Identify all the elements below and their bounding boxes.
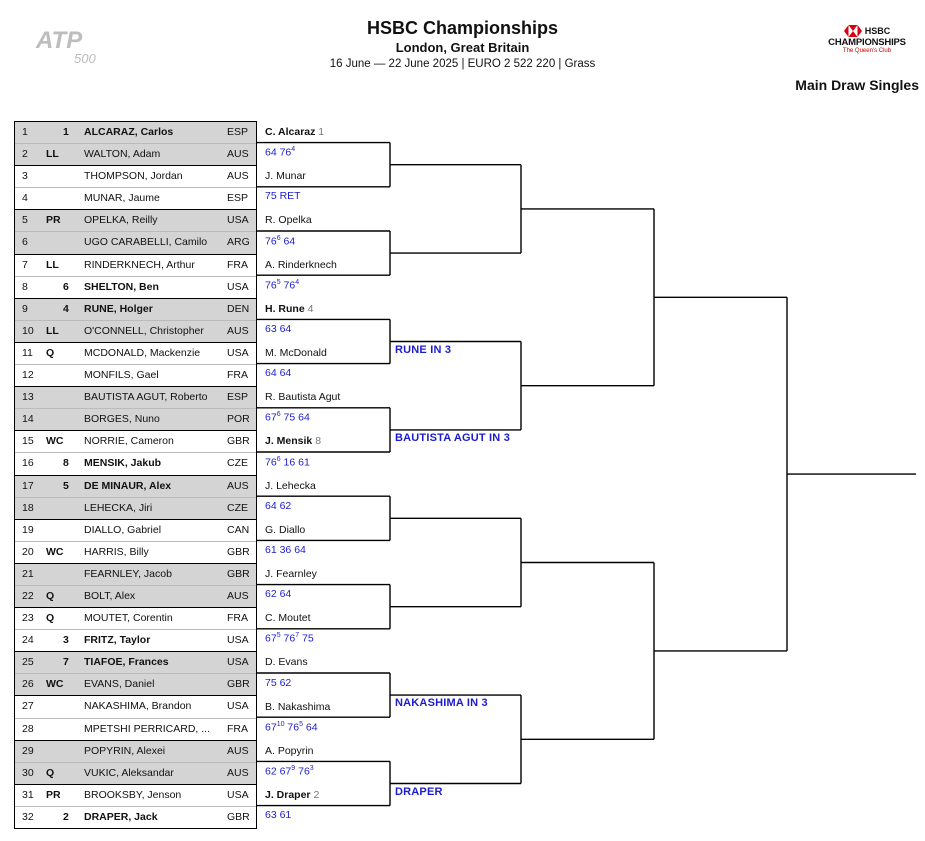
round1-winner-name: M. McDonald bbox=[265, 347, 327, 359]
player-name: NORRIE, Cameron bbox=[84, 435, 174, 448]
queens-club-text: The Queen's Club bbox=[842, 48, 892, 54]
player-name: THOMPSON, Jordan bbox=[84, 170, 183, 183]
entry-type: Q bbox=[46, 346, 55, 359]
tournament-location: London, Great Britain bbox=[395, 40, 530, 55]
round1-winner-seed: 1 bbox=[315, 126, 325, 138]
round1-winner-name: R. Opelka bbox=[265, 214, 312, 227]
player-country: USA bbox=[227, 634, 249, 647]
round1-score: 64 62 bbox=[265, 499, 292, 512]
round1-winner-name: D. Evans bbox=[265, 656, 308, 669]
draw-position: 20 bbox=[22, 545, 34, 558]
entry-type: WC bbox=[46, 545, 64, 558]
round1-winner-name: J. Draper bbox=[265, 789, 311, 801]
player-name: UGO CARABELLI, Camilo bbox=[84, 236, 208, 249]
round2-result: RUNE IN 3 bbox=[395, 343, 452, 356]
draw-position: 26 bbox=[22, 678, 34, 691]
player-name: O'CONNELL, Christopher bbox=[84, 324, 204, 337]
player-country: ESP bbox=[227, 192, 249, 205]
round1-winner-seed: 4 bbox=[304, 302, 314, 315]
player-country: ESP bbox=[227, 391, 249, 404]
draw-position: 14 bbox=[22, 413, 34, 426]
player-country: CZE bbox=[227, 501, 248, 514]
player-name: MPETSHI PERRICARD, ... bbox=[84, 722, 211, 735]
seed-number: 2 bbox=[63, 810, 69, 823]
player-name: TIAFOE, Frances bbox=[84, 656, 169, 669]
player-country: USA bbox=[227, 214, 249, 227]
round1-winner bbox=[265, 524, 305, 536]
player-name: RUNE, Holger bbox=[84, 302, 153, 315]
entry-type: WC bbox=[46, 435, 64, 448]
round1-winner bbox=[265, 745, 313, 757]
player-country: GBR bbox=[227, 545, 250, 558]
round1-score: 64 $76^4$ bbox=[265, 146, 296, 159]
round1-winner bbox=[265, 347, 327, 359]
player-name: BOLT, Alex bbox=[84, 589, 136, 602]
round1-winner-name: G. Diallo bbox=[265, 523, 306, 536]
round2-result: NAKASHIMA IN 3 bbox=[395, 697, 488, 710]
player-name: MONFILS, Gael bbox=[84, 369, 159, 382]
round1-winner-name: A. Rinderknech bbox=[265, 258, 337, 271]
player-name: DRAPER, Jack bbox=[84, 810, 158, 823]
player-country: AUS bbox=[227, 170, 249, 183]
round1-winner bbox=[265, 480, 316, 492]
draw-position: 31 bbox=[22, 788, 34, 801]
round1-winner bbox=[265, 170, 306, 182]
player-country: USA bbox=[227, 788, 249, 801]
player-name: BAUTISTA AGUT, Roberto bbox=[84, 391, 208, 404]
seed-number: 7 bbox=[63, 656, 69, 669]
draw-position: 4 bbox=[22, 192, 28, 205]
player-name: NAKASHIMA, Brandon bbox=[84, 700, 192, 713]
round1-winner bbox=[265, 789, 319, 801]
entry-type: PR bbox=[46, 214, 61, 227]
round2-result: BAUTISTA AGUT IN 3 bbox=[395, 431, 511, 444]
player-country: DEN bbox=[227, 302, 250, 315]
round1-winner-name: C. Moutet bbox=[265, 612, 311, 625]
draw-position: 15 bbox=[22, 435, 34, 448]
seed-number: 1 bbox=[63, 126, 69, 138]
entry-type: Q bbox=[46, 589, 55, 602]
round1-score: 75 RET bbox=[265, 190, 301, 203]
player-name: DIALLO, Gabriel bbox=[84, 523, 162, 536]
round1-score: $67^5$ $76^7$ 75 bbox=[265, 632, 314, 645]
draw-position: 3 bbox=[22, 170, 28, 183]
round1-winner-seed: 8 bbox=[312, 435, 322, 448]
player-country: USA bbox=[227, 700, 249, 713]
draw-position: 27 bbox=[22, 700, 34, 713]
player-name: RINDERKNECH, Arthur bbox=[84, 258, 195, 271]
round1-winner-name: A. Popyrin bbox=[265, 744, 314, 757]
draw-position: 8 bbox=[22, 280, 28, 293]
draw-position: 13 bbox=[22, 391, 34, 404]
player-name: SHELTON, Ben bbox=[84, 280, 159, 293]
draw-position: 30 bbox=[22, 766, 34, 779]
seed-number: 6 bbox=[63, 280, 69, 293]
tournament-title: HSBC Championships bbox=[366, 18, 558, 38]
round1-score: $76^6$ 16 61 bbox=[265, 455, 310, 468]
round1-winner-name: H. Rune bbox=[265, 302, 305, 315]
player-country: ARG bbox=[227, 236, 250, 249]
player-name: HARRIS, Billy bbox=[84, 545, 149, 558]
round1-score: $67^{10}$ $76^5$ 64 bbox=[265, 720, 318, 734]
draw-position: 19 bbox=[22, 523, 34, 536]
round1-score: $67^6$ 75 64 bbox=[265, 411, 310, 424]
round1-winner bbox=[265, 259, 337, 271]
round1-score: 63 61 bbox=[265, 809, 292, 822]
player-country: AUS bbox=[227, 744, 249, 757]
player-country: FRA bbox=[227, 258, 248, 271]
player-country: AUS bbox=[227, 324, 249, 337]
round1-winner-name: C. Alcaraz bbox=[265, 126, 316, 138]
draw-position: 21 bbox=[22, 567, 34, 580]
championships-text: CHAMPIONSHIPS bbox=[828, 37, 906, 48]
draw-position: 10 bbox=[22, 324, 34, 337]
round2-result: DRAPER bbox=[395, 785, 443, 798]
round1-score: $76^5$ $76^4$ bbox=[265, 278, 300, 292]
draw-position: 5 bbox=[22, 214, 28, 227]
draw-position: 28 bbox=[22, 722, 34, 735]
entry-type: LL bbox=[46, 148, 59, 161]
player-country: AUS bbox=[227, 479, 249, 492]
draw-position: 23 bbox=[22, 612, 34, 625]
round1-winner-seed: 2 bbox=[310, 789, 320, 801]
round1-winner-name: B. Nakashima bbox=[265, 700, 331, 713]
round1-winner bbox=[265, 303, 313, 315]
draw-position: 29 bbox=[22, 744, 34, 757]
round1-winner bbox=[265, 214, 312, 226]
round1-winner bbox=[265, 435, 321, 447]
player-country: GBR bbox=[227, 435, 250, 448]
player-country: AUS bbox=[227, 766, 249, 779]
round1-score: 61 36 64 bbox=[265, 543, 306, 556]
round1-winner bbox=[265, 612, 311, 624]
player-name: MENSIK, Jakub bbox=[84, 457, 162, 470]
atp-level-text: 500 bbox=[74, 51, 96, 66]
round1-score: 63 64 bbox=[265, 322, 292, 335]
player-name: DE MINAUR, Alex bbox=[84, 479, 172, 492]
round1-winner-name: J. Munar bbox=[265, 170, 306, 183]
draw-position: 2 bbox=[22, 148, 28, 161]
player-country: GBR bbox=[227, 567, 250, 580]
entry-type: LL bbox=[46, 324, 59, 337]
round1-winner bbox=[265, 391, 340, 403]
player-country: POR bbox=[227, 413, 250, 426]
player-name: LEHECKA, Jiri bbox=[84, 501, 153, 514]
seed-number: 5 bbox=[63, 479, 69, 492]
round1-score: 75 62 bbox=[265, 676, 292, 689]
round1-winner bbox=[265, 126, 324, 138]
player-name: FRITZ, Taylor bbox=[84, 634, 151, 647]
draw-name: Main Draw Singles bbox=[795, 77, 919, 93]
player-name: OPELKA, Reilly bbox=[84, 214, 158, 227]
player-country: AUS bbox=[227, 148, 249, 161]
player-name: BORGES, Nuno bbox=[84, 413, 160, 426]
player-country: CAN bbox=[227, 523, 250, 536]
round1-score: 62 64 bbox=[265, 588, 292, 601]
entry-type: WC bbox=[46, 678, 64, 691]
round1-winner bbox=[265, 656, 308, 668]
seed-number: 3 bbox=[63, 634, 69, 647]
entry-type: Q bbox=[46, 766, 55, 779]
draw-position: 17 bbox=[22, 479, 34, 492]
player-country: FRA bbox=[227, 722, 248, 735]
round1-winner-name: J. Fearnley bbox=[265, 568, 317, 580]
draw-position: 6 bbox=[22, 236, 28, 249]
entry-type: LL bbox=[46, 258, 59, 271]
entry-type: PR bbox=[46, 788, 61, 801]
draw-position: 18 bbox=[22, 501, 34, 514]
draw-position: 11 bbox=[22, 346, 33, 359]
player-name: BROOKSBY, Jenson bbox=[84, 788, 182, 801]
round1-winner-name: J. Mensik bbox=[265, 435, 313, 448]
player-country: CZE bbox=[227, 457, 248, 470]
round1-score: 62 $67^9$ $76^3$ bbox=[265, 764, 314, 778]
player-name: ALCARAZ, Carlos bbox=[84, 126, 174, 138]
player-country: USA bbox=[227, 656, 249, 669]
draw-position: 25 bbox=[22, 656, 34, 669]
draw-position: 22 bbox=[22, 589, 34, 602]
player-name: MUNAR, Jaume bbox=[84, 192, 160, 205]
atp-logo-text: ATP bbox=[36, 27, 83, 54]
round1-score: $76^6$ 64 bbox=[265, 234, 296, 247]
player-country: ESP bbox=[227, 126, 249, 138]
player-country: FRA bbox=[227, 369, 248, 382]
player-name: EVANS, Daniel bbox=[84, 678, 155, 691]
round1-winner-name: R. Bautista Agut bbox=[265, 391, 341, 404]
player-country: USA bbox=[227, 280, 249, 293]
player-name: MCDONALD, Mackenzie bbox=[84, 346, 201, 359]
player-name: VUKIC, Aleksandar bbox=[84, 766, 174, 779]
entry-type: Q bbox=[46, 612, 55, 625]
player-name: MOUTET, Corentin bbox=[84, 612, 173, 625]
round1-winner bbox=[265, 568, 317, 580]
draw-position: 1 bbox=[22, 126, 28, 138]
player-country: GBR bbox=[227, 810, 250, 823]
tournament-details: 16 June — 22 June 2025 | EURO 2 522 220 | Grass bbox=[329, 58, 596, 70]
player-country: USA bbox=[227, 346, 249, 359]
player-name: FEARNLEY, Jacob bbox=[84, 567, 172, 580]
hsbc-text: HSBC bbox=[864, 26, 891, 36]
round1-winner-name: J. Lehecka bbox=[265, 479, 316, 492]
player-name: WALTON, Adam bbox=[84, 148, 161, 161]
draw-position: 9 bbox=[22, 302, 28, 315]
player-country: AUS bbox=[227, 589, 249, 602]
player-name: POPYRIN, Alexei bbox=[84, 744, 166, 757]
round1-winner bbox=[265, 701, 330, 713]
draw-position: 7 bbox=[22, 258, 28, 271]
round1-score: 64 64 bbox=[265, 367, 292, 380]
player-country: FRA bbox=[227, 612, 248, 625]
draw-position: 24 bbox=[22, 634, 34, 647]
seed-number: 8 bbox=[63, 457, 69, 470]
draw-position: 12 bbox=[22, 369, 34, 382]
draw-position: 16 bbox=[22, 457, 34, 470]
seed-number: 4 bbox=[63, 302, 69, 315]
player-country: GBR bbox=[227, 678, 250, 691]
draw-position: 32 bbox=[22, 810, 34, 823]
